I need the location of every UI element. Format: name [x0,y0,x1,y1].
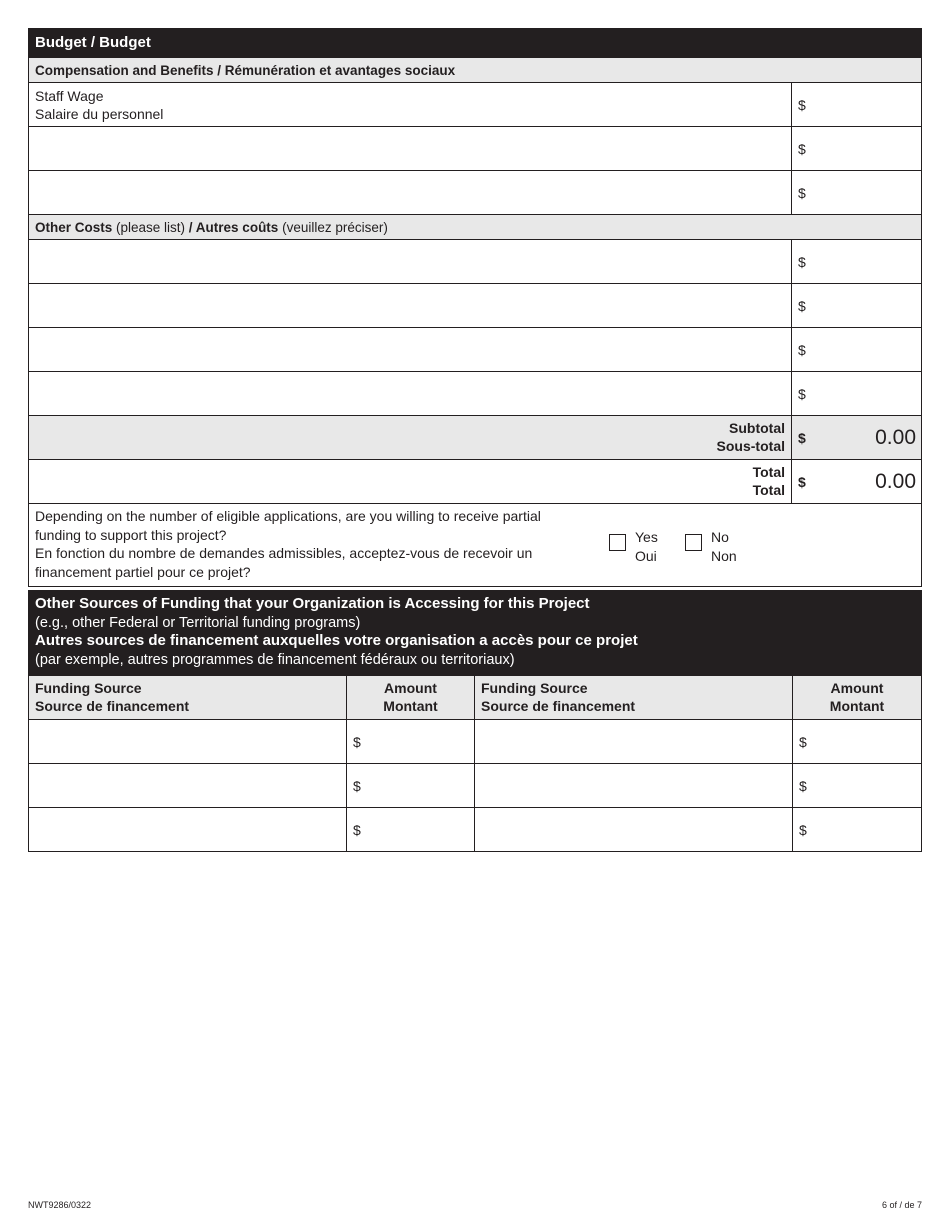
no-label [711,528,737,565]
currency-symbol: $ [798,184,806,201]
yes-label-fr: Oui [635,547,657,564]
other-cost-amount-field[interactable] [792,372,921,415]
staff-wage-row [29,82,921,126]
partial-funding-question [35,507,595,581]
other-cost-row [29,327,921,371]
other-sources-subtitle-fr: (par exemple, autres programmes de financement fédéraux ou territoriaux) [35,651,515,668]
other-cost-description-field[interactable] [29,328,792,371]
question-en-line1: Depending on the number of eligible applications, are you willing to receive partial [35,508,541,524]
no-option[interactable] [685,528,737,565]
funding-source-field[interactable] [475,764,793,807]
no-checkbox[interactable] [685,534,702,551]
funding-amount-field[interactable] [793,720,921,763]
other-sources-table [28,590,922,852]
question-fr-line1: En fonction du nombre de demandes admissibles, acceptez-vous de recevoir un [35,545,533,561]
subtotal-label-fr: Sous-total [716,438,785,454]
funding-source-field[interactable] [29,764,347,807]
other-cost-row [29,239,921,283]
other-cost-row [29,283,921,327]
staff-wage-amount-field[interactable] [792,83,921,126]
compensation-description-field[interactable] [29,127,792,170]
col-funding-source [29,676,347,719]
sources-column-headers [29,675,921,719]
funding-source-field[interactable] [475,720,793,763]
subtotal-row [29,415,921,459]
funding-amount-field[interactable] [793,764,921,807]
compensation-description-field[interactable] [29,171,792,214]
subtotal-label [29,416,792,459]
subtotal-amount [792,416,921,459]
col-amount-en: Amount [830,680,884,696]
col-amount [347,676,475,719]
col-funding-source-en: Funding Source [35,680,142,696]
total-amount [792,460,921,503]
other-cost-amount-field[interactable] [792,240,921,283]
total-value: 0.00 [875,469,916,493]
funding-amount-field[interactable] [347,764,475,807]
staff-wage-label-fr: Salaire du personnel [35,106,164,122]
question-fr-line2: financement partiel pour ce projet? [35,563,251,580]
subtotal-label-en: Subtotal [729,420,785,436]
other-sources-title-fr: Autres sources de financement auxquelles votre organisation a accès pour ce projet [35,632,638,649]
other-costs-note-en: (please list) [112,220,189,235]
col-funding-source [475,676,793,719]
other-cost-description-field[interactable] [29,240,792,283]
currency-symbol: $ [798,341,806,358]
total-row [29,459,921,503]
other-costs-note-fr: (veuillez préciser) [278,220,388,235]
page-number: 6 of / de 7 [881,1200,922,1210]
other-sources-header [29,591,921,675]
other-cost-description-field[interactable] [29,372,792,415]
staff-wage-label-en: Staff Wage [35,88,104,104]
col-amount-fr: Montant [383,698,438,714]
other-costs-header [29,214,921,239]
compensation-header: Compensation and Benefits / Rémunération et avantages sociaux [29,57,921,82]
currency-symbol: $ [798,96,806,113]
col-amount-en: Amount [384,680,437,696]
funding-source-row [29,807,921,851]
compensation-amount-field[interactable] [792,127,921,170]
currency-symbol: $ [353,821,361,838]
funding-source-field[interactable] [29,808,347,851]
col-amount-fr: Montant [829,698,885,714]
other-cost-description-field[interactable] [29,284,792,327]
partial-funding-section [29,503,921,586]
total-label-en: Total [752,464,785,480]
funding-source-field[interactable] [475,808,793,851]
currency-symbol: $ [798,385,806,402]
other-cost-amount-field[interactable] [792,328,921,371]
funding-amount-field[interactable] [793,808,921,851]
currency-symbol: $ [799,777,807,794]
currency-symbol: $ [799,733,807,750]
subtotal-value: 0.00 [875,425,916,449]
other-cost-amount-field[interactable] [792,284,921,327]
col-funding-source-en: Funding Source [481,680,588,696]
currency-symbol: $ [799,821,807,838]
budget-table [28,28,922,587]
col-funding-source-fr: Source de financement [481,698,636,714]
funding-amount-field[interactable] [347,720,475,763]
budget-title: Budget / Budget [29,29,921,57]
other-costs-label-en: Other Costs [35,220,113,235]
form-code: NWT9286/0322 [28,1200,92,1210]
no-label-en: No [711,529,729,545]
compensation-row [29,126,921,170]
currency-symbol: $ [798,297,806,314]
total-label-fr: Total [752,482,785,498]
currency-symbol: $ [353,733,361,750]
yes-label-en: Yes [635,529,658,545]
no-label-fr: Non [711,547,737,564]
compensation-amount-field[interactable] [792,171,921,214]
currency-symbol: $ [353,777,361,794]
currency-symbol: $ [798,253,806,270]
other-costs-label-fr: / Autres coûts [188,220,279,235]
col-funding-source-fr: Source de financement [35,698,190,714]
funding-source-row [29,719,921,763]
other-cost-row [29,371,921,415]
yes-label [635,528,658,565]
currency-symbol: $ [798,429,806,446]
currency-symbol: $ [798,473,806,490]
other-sources-subtitle-en: (e.g., other Federal or Territorial funding programs) [35,614,361,631]
currency-symbol: $ [798,140,806,157]
yes-option[interactable] [609,528,658,565]
staff-wage-label [29,83,792,126]
funding-source-row [29,763,921,807]
funding-source-field[interactable] [29,720,347,763]
col-amount [793,676,921,719]
compensation-row [29,170,921,214]
funding-amount-field[interactable] [347,808,475,851]
other-sources-title-en: Other Sources of Funding that your Organization is Accessing for this Project [35,595,590,612]
total-label [29,460,792,503]
yes-checkbox[interactable] [609,534,626,551]
question-en-line2: funding to support this project? [35,526,227,543]
